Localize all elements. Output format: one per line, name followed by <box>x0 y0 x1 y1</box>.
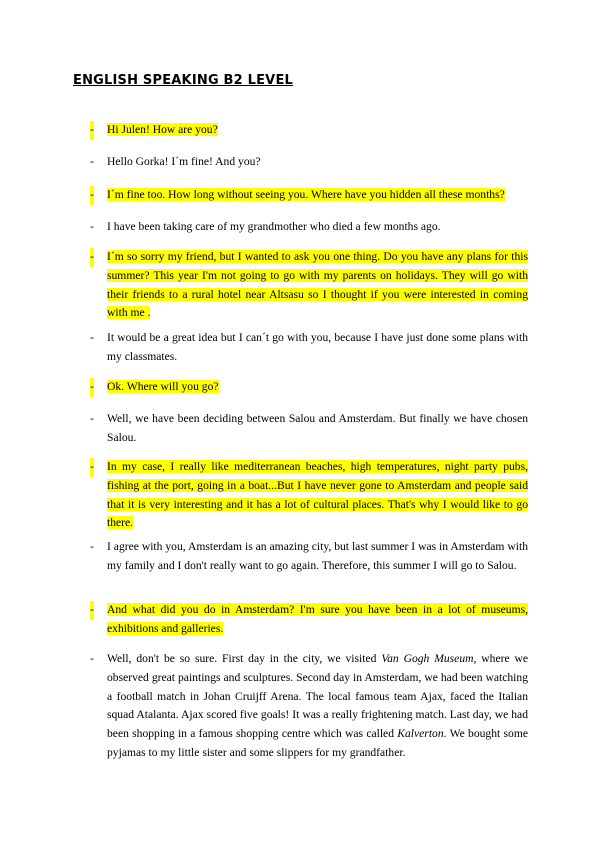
museum-name: Van Gogh Museum, <box>381 652 477 665</box>
dialogue-text: I´m so sorry my friend, but I wanted to ask you one thing. Do you have any plans for this summer? This year I'm not going to go with my parents on holidays. They will go with their friends to a rural hotel near Altsasu so I thought if you were interested in coming with me . <box>107 250 528 320</box>
dash-marker: - <box>90 121 94 140</box>
dash-marker: - <box>90 186 94 205</box>
dash-marker: - <box>90 540 94 553</box>
dash-marker: - <box>90 331 94 344</box>
dialogue-line-4 <box>90 218 528 237</box>
dash-marker: - <box>90 155 94 168</box>
dialogue-text: I´m fine too. How long without seeing you. Where have you hidden all these months? <box>107 188 505 201</box>
dialogue-text: In my case, I really like mediterranean beaches, high temperatures, night party pubs, fishing at the port, going in a boat...But I have never gone to Amsterdam and people said that it is very interesting and it has a lot of cultural places. That's why I would like to go there. <box>107 460 528 530</box>
dialogue-text: It would be a great idea but I can´t go with you, because I have just done some plans with my classmates. <box>107 331 528 363</box>
dialogue-line-8 <box>90 410 528 448</box>
dialogue-text: Hello Gorka! I´m fine! And you? <box>107 155 261 168</box>
dialogue-line-1 <box>90 121 528 140</box>
dialogue-line-3 <box>90 186 528 205</box>
dash-marker: - <box>90 601 94 620</box>
dialogue-line-6 <box>90 329 528 367</box>
dialogue-line-10 <box>90 538 528 576</box>
dialogue-line-2 <box>90 153 528 172</box>
dialogue-text: I have been taking care of my grandmother who died a few months ago. <box>107 220 441 233</box>
dialogue-line-5 <box>90 248 528 323</box>
dialogue-line-7 <box>90 378 528 397</box>
dash-marker: - <box>90 220 94 233</box>
dialogue-text: Hi Julen! How are you? <box>107 123 218 136</box>
dialogue-line-12 <box>90 650 528 763</box>
document-title: ENGLISH SPEAKING B2 LEVEL <box>73 73 294 88</box>
dialogue-text: Ok. Where will you go? <box>107 380 219 393</box>
dash-marker: - <box>90 378 94 397</box>
dialogue-text: I agree with you, Amsterdam is an amazing city, but last summer I was in Amsterdam with my family and I don't really want to go again. Therefore, this summer I will go to Salou. <box>107 540 528 572</box>
dash-marker: - <box>90 652 94 665</box>
dash-marker: - <box>90 248 94 267</box>
dialogue-text-part: where we observed great paintings and sculptures. Second day in Amsterdam, we had been watching a football match in Johan Cruijff Arena. The local famous team Ajax, faced the Italian squad Atalanta. Ajax scored five goals! It was a really frightening match. Last day, we had been shopping in a famous shopping centre which was called <box>107 652 528 741</box>
dialogue-text-part: . We bought some pyjamas to my little sister and some slippers for my grandfather. <box>107 727 528 759</box>
dialogue-line-11 <box>90 601 528 639</box>
dash-marker: - <box>90 412 94 425</box>
dash-marker: - <box>90 458 94 477</box>
dialogue-text-part: Well, don't be so sure. First day in the city, we visited <box>107 652 382 665</box>
shopping-centre-name: Kalverton <box>397 727 444 741</box>
dialogue-line-9 <box>90 458 528 533</box>
dialogue-text: And what did you do in Amsterdam? I'm sure you have been in a lot of museums, exhibitions and galleries. <box>107 603 528 635</box>
dialogue-text: Well, we have been deciding between Salou and Amsterdam. But finally we have chosen Salou. <box>107 412 528 444</box>
